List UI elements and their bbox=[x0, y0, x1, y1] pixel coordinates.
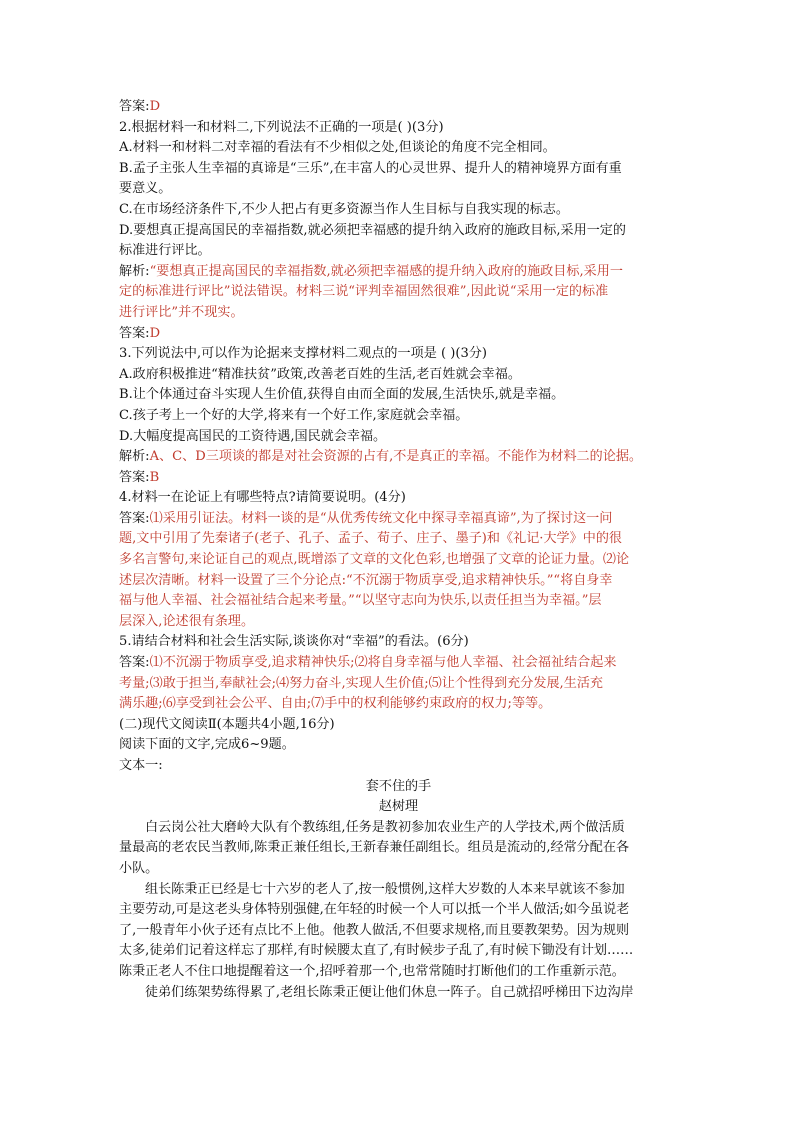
text-line bbox=[119, 221, 678, 242]
text-run: 组长陈秉正已经是七十六岁的老人了,按一般惯例,这样大岁数的人本来早就该不参加 bbox=[145, 881, 625, 897]
answer-run: 满乐趣;⑹享受到社会公平、自由;⑺手中的权利能够约束政府的权力;等等。 bbox=[119, 696, 552, 712]
text-run: 2.根据材料一和材料二,下列说法不正确的一项是( )(3分) bbox=[119, 119, 444, 135]
answer-run: 福与他人幸福、社会福祉结合起来考量。”“以坚守志向为快乐,以责任担当为幸福。”层 bbox=[119, 593, 602, 609]
answer-run: 进行评比”并不现实。 bbox=[119, 304, 244, 320]
text-line bbox=[119, 777, 678, 798]
text-line bbox=[119, 694, 678, 715]
text-line bbox=[119, 447, 678, 468]
answer-run: 定的标准进行评比”说法错误。材料三说“评判幸福固然很难”,因此说“采用一定的标准 bbox=[119, 284, 609, 300]
text-line bbox=[119, 859, 678, 880]
text-line bbox=[119, 282, 678, 303]
text-line bbox=[119, 179, 678, 200]
text-line bbox=[119, 797, 678, 818]
text-line bbox=[119, 509, 678, 530]
text-run: 阅读下面的文字,完成6~9题。 bbox=[119, 737, 295, 753]
text-run: 答案: bbox=[119, 469, 150, 485]
text-run: 答案: bbox=[119, 99, 150, 114]
text-line bbox=[119, 818, 678, 839]
text-run: 解析: bbox=[119, 263, 150, 279]
text-run: A.材料一和材料二对幸福的看法有不少相似之处,但谈论的角度不完全相同。 bbox=[119, 140, 556, 156]
answer-run: D bbox=[149, 325, 161, 341]
text-line bbox=[119, 880, 678, 901]
text-line bbox=[119, 962, 678, 983]
text-run: 解析: bbox=[119, 449, 150, 465]
text-line bbox=[119, 488, 678, 509]
text-run: 标准进行评比。 bbox=[119, 243, 211, 259]
text-line bbox=[119, 529, 678, 550]
text-run: C.在市场经济条件下,不少人把占有更多资源当作人生目标与自我实现的标志。 bbox=[119, 201, 569, 217]
answer-run: 述层次清晰。材料一设置了三个分论点:“不沉溺于物质享受,追求精神快乐。”“将自身幸 bbox=[119, 572, 613, 588]
text-line bbox=[119, 735, 678, 756]
answer-run: ⑴采用引证法。材料一谈的是“从优秀传统文化中探寻幸福真谛”,为了探讨这一问 bbox=[149, 510, 613, 526]
text-run: D.要想真正提高国民的幸福指数,就必须把幸福感的提升纳入政府的施政目标,采用一定的 bbox=[119, 222, 626, 238]
text-line bbox=[119, 303, 678, 324]
text-run: 文本一: bbox=[119, 758, 163, 773]
text-line bbox=[119, 715, 678, 736]
text-run: 主要劳动,可是这老头身体特别强健,在年轻的时候一个人可以抵一个半人做活;如今虽说老 bbox=[119, 902, 630, 918]
text-line bbox=[119, 900, 678, 921]
text-run: (二)现代文阅读Ⅱ(本题共4小题,16分) bbox=[119, 716, 335, 732]
answer-run: ⑴不沉溺于物质享受,追求精神快乐;⑵将自身幸福与他人幸福、社会福祉结合起来 bbox=[149, 655, 617, 671]
text-run: B.孟子主张人生幸福的真谛是“三乐”,在丰富人的心灵世界、提升人的精神境界方面有重 bbox=[119, 160, 622, 176]
text-run: 徒弟们练架势练得累了,老组长陈秉正便让他们休息一阵子。自己就招呼梯田下边沟岸 bbox=[145, 984, 634, 1000]
text-line bbox=[119, 468, 678, 489]
text-line bbox=[119, 612, 678, 633]
text-line bbox=[119, 756, 678, 777]
text-line bbox=[119, 550, 678, 571]
text-run: 了,一般青年小伙子还有点比不上他。他教人做活,不但要求规格,而且要教架势。因为规则 bbox=[119, 922, 630, 938]
text-line bbox=[119, 921, 678, 942]
text-line bbox=[119, 241, 678, 262]
text-run: 太多,徒弟们记着这样忘了那样,有时候腰太直了,有时候步子乱了,有时候下锄没有计划…… bbox=[119, 943, 634, 959]
text-run: 答案: bbox=[119, 655, 150, 671]
answer-run: 题,文中引用了先秦诸子(老子、孔子、孟子、荀子、庄子、墨子)和《礼记·大学》中的很 bbox=[119, 531, 623, 547]
answer-run: D bbox=[149, 99, 161, 114]
text-line bbox=[119, 97, 678, 118]
text-line bbox=[119, 427, 678, 448]
text-line bbox=[119, 118, 678, 139]
text-run: 赵树理 bbox=[378, 799, 419, 815]
answer-run: 考量;⑶敢于担当,奉献社会;⑷努力奋斗,实现人生价值;⑸让个性得到充分发展,生活充 bbox=[119, 675, 604, 691]
text-line bbox=[119, 653, 678, 674]
text-run: B.让个体通过奋斗实现人生价值,获得自由而全面的发展,生活快乐,就是幸福。 bbox=[119, 387, 565, 403]
text-line bbox=[119, 138, 678, 159]
text-run: 4.材料一在论证上有哪些特点?请简要说明。(4分) bbox=[119, 490, 406, 506]
document-body bbox=[119, 97, 678, 1003]
text-run: 要意义。 bbox=[119, 181, 172, 197]
answer-run: “要想真正提高国民的幸福指数,就必须把幸福感的提升纳入政府的施政目标,采用一 bbox=[149, 263, 623, 279]
text-run: 答案: bbox=[119, 325, 150, 341]
text-run: 小队。 bbox=[119, 860, 159, 876]
answer-run: B bbox=[149, 469, 160, 485]
text-run: 答案: bbox=[119, 510, 150, 526]
text-line bbox=[119, 571, 678, 592]
text-run: 3.下列说法中,可以作为论据来支撑材料二观点的一项是 ( )(3分) bbox=[119, 346, 487, 362]
text-line bbox=[119, 983, 678, 1004]
text-line bbox=[119, 344, 678, 365]
text-line bbox=[119, 324, 678, 345]
text-line bbox=[119, 159, 678, 180]
text-line bbox=[119, 262, 678, 283]
text-run: 5.请结合材料和社会生活实际,谈谈你对“幸福”的看法。(6分) bbox=[119, 634, 469, 650]
text-line bbox=[119, 674, 678, 695]
answer-run: 多名言警句,来论证自己的观点,既增添了文章的文化色彩,也增强了文章的论证力量。⑵论 bbox=[119, 552, 630, 568]
text-line bbox=[119, 200, 678, 221]
text-line bbox=[119, 941, 678, 962]
answer-run: 层深入,论述很有条理。 bbox=[119, 613, 255, 629]
text-run: 套不住的手 bbox=[365, 778, 432, 794]
text-run: 陈秉正老人不住口地提醒着这一个,招呼着那一个,也常常随时打断他们的工作重新示范。 bbox=[119, 963, 625, 979]
text-run: D.大幅度提高国民的工资待遇,国民就会幸福。 bbox=[119, 428, 387, 444]
answer-run: A、C、D三项谈的都是对社会资源的占有,不是真正的幸福。不能作为材料二的论据。 bbox=[149, 449, 643, 465]
text-line bbox=[119, 838, 678, 859]
text-line bbox=[119, 365, 678, 386]
text-line bbox=[119, 591, 678, 612]
text-run: 白云岗公社大磨岭大队有个教练组,任务是教初参加农业生产的人学技术,两个做活质 bbox=[145, 819, 625, 835]
text-line bbox=[119, 406, 678, 427]
text-line bbox=[119, 632, 678, 653]
text-run: 量最高的老农民当教师,陈秉正兼任组长,王新春兼任副组长。组员是流动的,经常分配在各 bbox=[119, 840, 630, 856]
text-run: C.孩子考上一个好的大学,将来有一个好工作,家庭就会幸福。 bbox=[119, 407, 469, 423]
text-line bbox=[119, 385, 678, 406]
text-run: A.政府积极推进“精准扶贫”政策,改善老百姓的生活,老百姓就会幸福。 bbox=[119, 366, 521, 382]
